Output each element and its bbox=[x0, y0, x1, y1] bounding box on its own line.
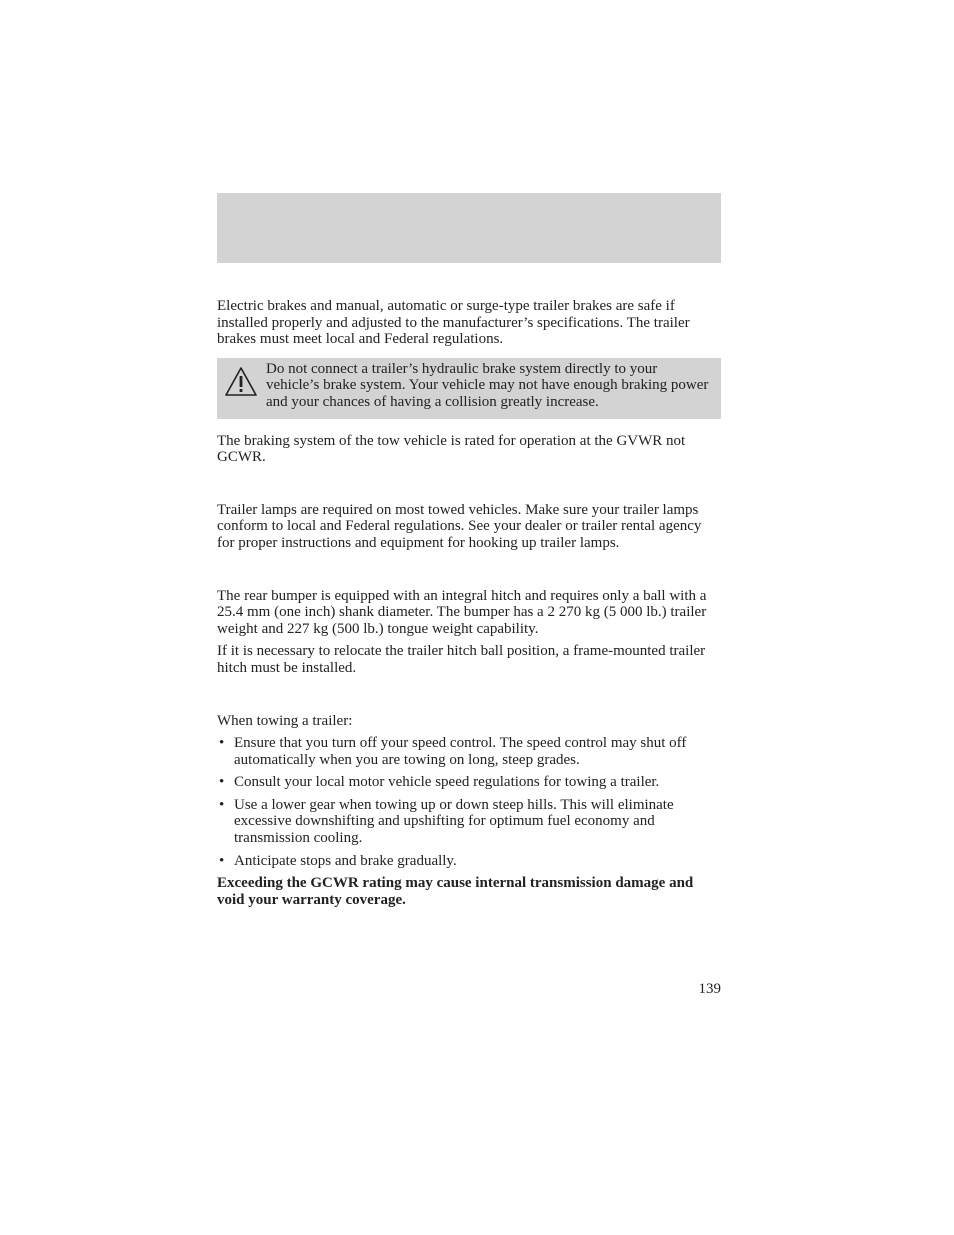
bumper-hitch-paragraph: The rear bumper is equipped with an integral hitch and requires only a ball with a 25.4 mm (one inch) shank diameter. The bumper has a 2 270 kg (5 000 lb.) trailer weight and 227 kg (500 lb.) tongue weight capability. bbox=[217, 587, 707, 637]
bullet: • bbox=[219, 735, 225, 752]
towing-intro: When towing a trailer: bbox=[217, 712, 353, 729]
relocate-hitch-paragraph: If it is necessary to relocate the trailer hitch ball position, a frame-mounted trailer hitch must be installed. bbox=[217, 643, 706, 676]
gcwr-warning: Exceeding the GCWR rating may cause internal transmission damage and void your warranty coverage. bbox=[217, 875, 694, 908]
list-item bbox=[217, 853, 721, 870]
page-number: 139 bbox=[698, 981, 721, 997]
page-content bbox=[217, 298, 721, 908]
braking-system-paragraph: The braking system of the tow vehicle is rated for operation at the GVWR not GCWR. bbox=[217, 432, 686, 466]
trailer-lamps-paragraph: Trailer lamps are required on most towed vehicles. Make sure your trailer lamps conform to local and Federal regulations. See your dealer or trailer rental agency for proper instructions and equipment for hooking up trailer lamps. bbox=[217, 501, 702, 551]
list-item-text: Ensure that you turn off your speed control. The speed control may shut off automatically when you are towing on long, steep grades. bbox=[234, 735, 687, 768]
list-item-text: Use a lower gear when towing up or down steep hills. This will eliminate excessive downshifting and upshifting for optimum fuel economy and transmission cooling. bbox=[234, 796, 674, 847]
list-item bbox=[217, 774, 721, 791]
brakes-intro-paragraph: Electric brakes and manual, automatic or surge-type trailer brakes are safe if installed properly and adjusted to the manufacturer’s specifications. The trailer brakes must meet local and Federal regulations. bbox=[217, 298, 690, 348]
warning-triangle-icon bbox=[224, 365, 258, 399]
list-item bbox=[217, 797, 721, 847]
header-band bbox=[217, 193, 721, 263]
list-item bbox=[217, 735, 721, 768]
bullet: • bbox=[219, 796, 225, 813]
warning-box bbox=[217, 358, 721, 419]
list-item-text: Anticipate stops and brake gradually. bbox=[234, 852, 457, 869]
bullet: • bbox=[219, 774, 225, 791]
towing-tips-list bbox=[217, 735, 721, 869]
list-item-text: Consult your local motor vehicle speed regulations for towing a trailer. bbox=[234, 774, 660, 791]
bullet: • bbox=[219, 852, 225, 869]
warning-text: Do not connect a trailer’s hydraulic brake system directly to your vehicle’s brake system. Your vehicle may not have enough braking power and your chances of having a collision greatly increase. bbox=[266, 360, 709, 410]
